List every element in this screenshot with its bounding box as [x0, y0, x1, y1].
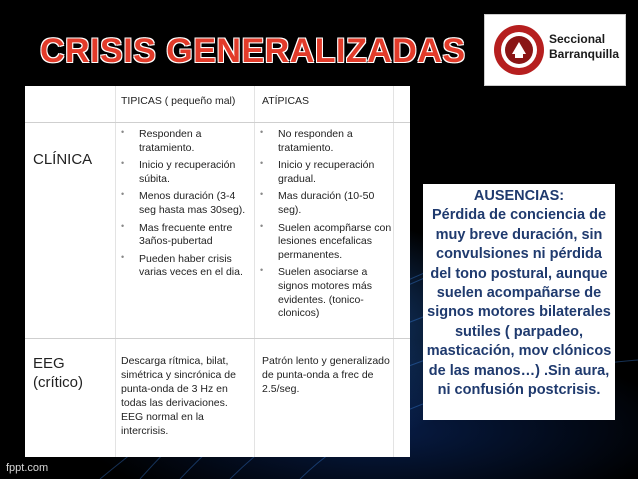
eeg-atipicas-text: Patrón lento y generalizado de punta-onda a frec de 2.5/seg. — [262, 355, 390, 395]
table-divider — [25, 122, 410, 123]
list-item: • Inicio y recuperación gradual. — [258, 159, 393, 186]
list-item: • Pueden haber crisis varias veces en el dia. — [119, 253, 253, 280]
logo-line-1: Seccional — [549, 32, 606, 46]
logo-line-2: Barranquilla — [549, 47, 620, 61]
table-divider — [393, 86, 394, 457]
tipicas-list — [119, 128, 253, 284]
table-divider — [115, 86, 116, 457]
list-item: • Menos duración (3-4 seg hasta mas 30seg). — [119, 190, 253, 217]
ausencias-heading: AUSENCIAS: — [473, 188, 565, 204]
comparison-table — [25, 86, 410, 457]
table-divider — [25, 338, 410, 339]
ausencias-box — [423, 184, 615, 420]
eeg-tipicas-text: Descarga rítmica, bilat, simétrica y sincrónica de punta-onda de 3 Hz en todas las derivaciones. EEG normal en la intercrisis. — [121, 355, 236, 437]
list-item: • Suelen acompñarse con lesiones encefalicas permanentes. — [258, 222, 393, 263]
row-label-clinica: CLÍNICA — [33, 151, 93, 168]
column-header-tipicas: TIPICAS ( pequeño mal) — [121, 95, 236, 107]
list-item: • Responden a tratamiento. — [119, 128, 253, 155]
list-item: • Inicio y recuperación súbita. — [119, 159, 253, 186]
list-item: • Mas frecuente entre 3años-pubertad — [119, 222, 253, 249]
ausencias-text: Pérdida de conciencia de muy breve duración, sin convulsiones ni pérdida del tono postural, aunque suelen acompañarse de signos motores bilaterales sutiles ( parpadeo, masticación, mov clónicos de las manos…) .Sin aura, ni confusión postcrisis. — [426, 207, 612, 399]
list-item: • No responden a tratamiento. — [258, 128, 393, 155]
row-label-eeg: EEG (crítico) — [33, 355, 83, 391]
atipicas-list — [258, 128, 393, 325]
column-header-atipicas: ATÍPICAS — [262, 95, 310, 107]
footer-brand: fppt.com — [6, 462, 49, 474]
university-seal-icon — [493, 24, 545, 76]
list-item: • Mas duración (10-50 seg). — [258, 190, 393, 217]
table-divider — [254, 86, 255, 457]
logo-text — [549, 32, 621, 62]
list-item: • Suelen asociarse a signos motores más evidentes. (tonico-clonicos) — [258, 266, 393, 320]
logo — [484, 14, 626, 86]
slide-title: CRISIS GENERALIZADAS — [40, 32, 466, 70]
